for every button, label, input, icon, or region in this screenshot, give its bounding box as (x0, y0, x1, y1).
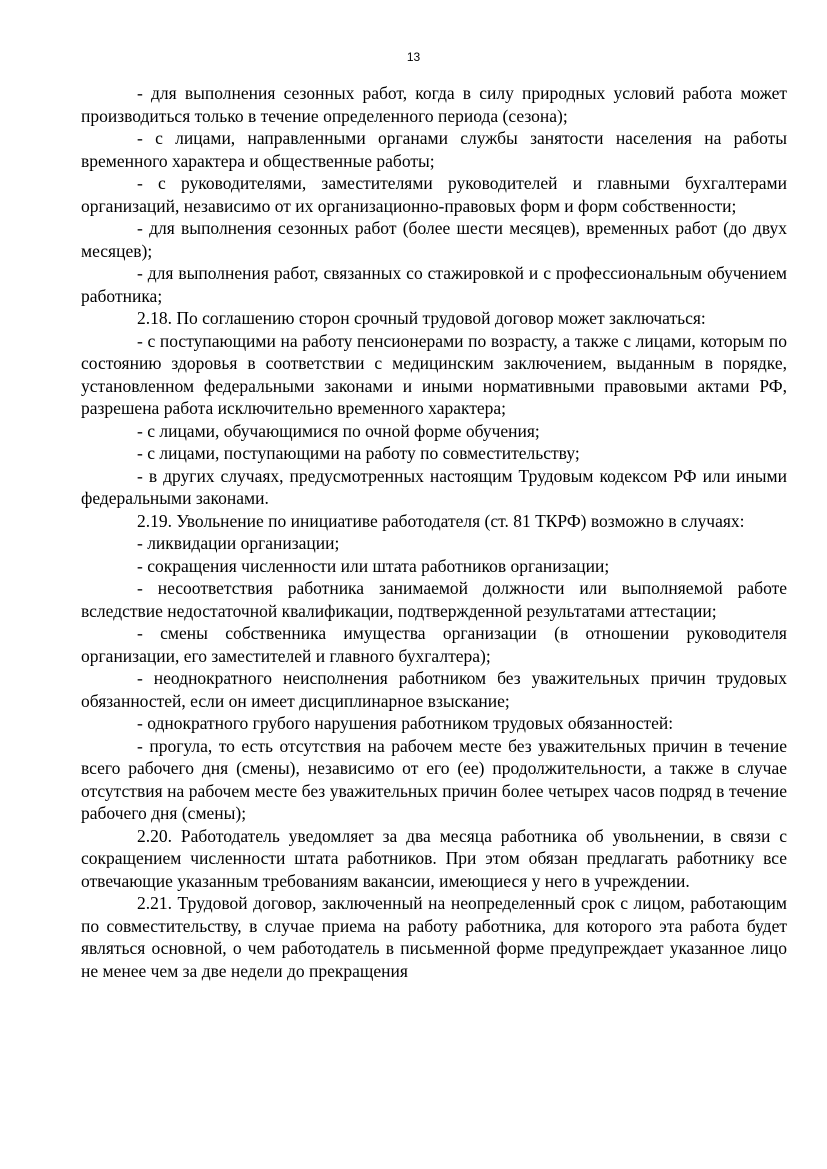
paragraph-liquidation: - ликвидации организации; (137, 533, 340, 553)
paragraph-2-21: 2.21. Трудовой договор, заключенный на неопределенный срок с лицом, работающим по совместительству, в случае приема на работу работника, для которого эта работа будет являться основной, о чем работодатель в письменной форме предупреждает указанное лицо не менее чем за две недели до прекращения (81, 893, 787, 981)
paragraph-other-cases: - в других случаях, предусмотренных настоящим Трудовым кодексом РФ или иными федеральными законами. (81, 465, 787, 508)
paragraph-2-20: 2.20. Работодатель уведомляет за два месяца работника об увольнении, в связи с сокращением численности штата работников. При этом обязан предлагать работнику все отвечающие указанным требованиям вакансии, имеющиеся у него в учреждении. (81, 825, 787, 891)
paragraph-inadequacy: - несоответствия работника занимаемой должности или выполняемой работе вследствие недостаточной квалификации, подтвержденной результатами аттестации; (81, 578, 787, 621)
paragraph-2-19-heading: 2.19. Увольнение по инициативе работодателя (ст. 81 ТКРФ) возможно в случаях: (137, 510, 745, 531)
paragraph-repeated-failure: - неоднократного неисполнения работником без уважительных причин трудовых обязанностей, если он имеет дисциплинарное взыскание; (81, 668, 787, 711)
paragraph-staff-reduction: - сокращения численности или штата работников организации; (137, 555, 610, 576)
paragraph-owner-change: - смены собственника имущества организации (в отношении руководителя организации, его заместителей и главного бухгалтера); (81, 623, 787, 666)
paragraph-seasonal-temporary: - для выполнения сезонных работ (более шести месяцев), временных работ (до двух месяцев); (81, 218, 787, 261)
paragraph-seasonal-work: - для выполнения сезонных работ, когда в силу природных условий работа может производиться только в течение определенного периода (сезона); (81, 83, 787, 126)
paragraph-2-18-heading: 2.18. По соглашению сторон срочный трудовой договор может заключаться: (137, 308, 706, 328)
document-body (81, 82, 787, 982)
paragraph-part-time: - с лицами, поступающими на работу по совместительству; (137, 443, 580, 463)
paragraph-managers: - с руководителями, заместителями руководителей и главными бухгалтерами организаций, независимо от их организационно-правовых форм и форм собственности; (81, 173, 787, 216)
paragraph-absenteeism: - прогула, то есть отсутствия на рабочем месте без уважительных причин в течение всего рабочего дня (смены), независимо от его (ее) продолжительности, а также в случае отсутствия на рабочем месте без уважительных причин более четырех часов подряд в течение рабочего дня (смены); (81, 735, 787, 823)
page-number: 13 (406, 50, 421, 64)
paragraph-students: - с лицами, обучающимися по очной форме обучения; (137, 420, 540, 441)
paragraph-gross-violation: - однократного грубого нарушения работником трудовых обязанностей: (137, 713, 674, 733)
paragraph-pensioners: - с поступающими на работу пенсионерами по возрасту, а также с лицами, которым по состоянию здоровья в соответствии с медицинским заключением, выданным в порядке, установленном федеральными законами и иными нормативными правовыми актами РФ, разрешена работа исключительно временного характера; (81, 330, 787, 418)
paragraph-internship: - для выполнения работ, связанных со стажировкой и с профессиональным обучением работника; (81, 263, 787, 306)
paragraph-employment-service: - с лицами, направленными органами службы занятости населения на работы временного характера и общественные работы; (81, 128, 787, 171)
